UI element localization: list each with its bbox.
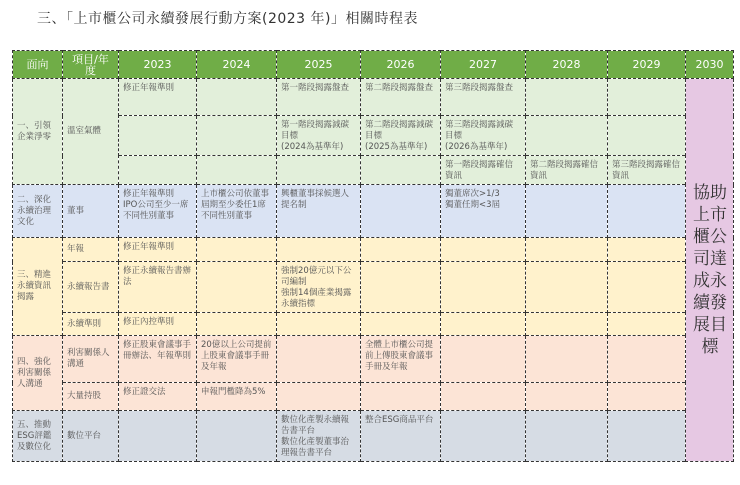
milestone-cell: 修正證交法 [119,383,197,411]
goal-2030-cell [686,79,734,462]
milestone-cell [197,116,277,156]
milestone-cell [526,238,608,262]
table-row [13,336,734,383]
column-header: 面向 [13,51,63,79]
item-cell: 利害關係人溝通 [63,336,119,383]
milestone-cell [526,313,608,336]
table-row [13,116,734,156]
milestone-cell: 第二階段揭露確信資訊 [526,156,608,185]
milestone-cell: 第一階段揭露確信資訊 [441,156,526,185]
year-header: 2026 [361,51,441,79]
timeline-table [12,50,734,462]
milestone-cell: 第三階段揭露減碳目標 (2026為基準年) [441,116,526,156]
milestone-cell [526,411,608,462]
milestone-cell [361,383,441,411]
table-row [13,383,734,411]
milestone-cell: 第一階段揭露減碳目標 (2024為基準年) [277,116,361,156]
milestone-cell: 強制20億元以下公司編制 強制14個產業揭露永續指標 [277,262,361,313]
header-row [13,51,734,79]
milestone-cell [197,313,277,336]
milestone-cell: 第二階段揭露盤查 [361,79,441,116]
milestone-cell [197,238,277,262]
milestone-cell [197,262,277,313]
milestone-cell [608,79,686,116]
item-cell: 年報 [63,238,119,262]
item-cell: 溫室氣體 [63,79,119,185]
table-row [13,411,734,462]
milestone-cell: 獨董席次>1/3 獨董任期<3屆 [441,185,526,238]
milestone-cell [441,313,526,336]
milestone-cell [277,336,361,383]
milestone-cell: 第三階段揭露盤查 [441,79,526,116]
category-cell: 二、深化永續治理文化 [13,185,63,238]
year-header: 2027 [441,51,526,79]
milestone-cell [277,313,361,336]
milestone-cell [608,411,686,462]
page-title: 三、「上市櫃公司永續發展行動方案(2023 年)」相關時程表 [37,11,419,27]
milestone-cell [119,411,197,462]
milestone-cell [526,383,608,411]
milestone-cell [608,238,686,262]
milestone-cell: 修正股東會議事手冊辦法、年報準則 [119,336,197,383]
milestone-cell [526,185,608,238]
milestone-cell [197,411,277,462]
year-header: 2023 [119,51,197,79]
milestone-cell [608,383,686,411]
table-row [13,262,734,313]
milestone-cell: 第二階段揭露減碳目標 (2025為基準年) [361,116,441,156]
table-row [13,79,734,116]
milestone-cell: 修正年報準則 [119,79,197,116]
milestone-cell [277,383,361,411]
milestone-cell [441,336,526,383]
milestone-cell [608,313,686,336]
milestone-cell [361,313,441,336]
milestone-cell [608,185,686,238]
table-row [13,313,734,336]
milestone-cell: 修正內控準則 [119,313,197,336]
milestone-cell [608,116,686,156]
milestone-cell: 第三階段揭露確信資訊 [608,156,686,185]
milestone-cell [361,238,441,262]
milestone-cell: 修正年報準則 [119,238,197,262]
item-cell: 永續準則 [63,313,119,336]
milestone-cell: 申報門檻降為5% [197,383,277,411]
milestone-cell [197,156,277,185]
milestone-cell: 數位化產製永續報告書平台 數位化產製董事治理報告書平台 [277,411,361,462]
milestone-cell [526,116,608,156]
milestone-cell [361,185,441,238]
milestone-cell [441,262,526,313]
milestone-cell: 第一階段揭露盤查 [277,79,361,116]
milestone-cell [119,116,197,156]
category-cell: 一、引領企業淨零 [13,79,63,185]
milestone-cell [361,156,441,185]
milestone-cell [526,336,608,383]
milestone-cell [197,79,277,116]
year-header: 2025 [277,51,361,79]
milestone-cell: 興櫃董事採候選人提名制 [277,185,361,238]
item-cell: 大量持股 [63,383,119,411]
milestone-cell [608,262,686,313]
year-header: 2024 [197,51,277,79]
table-row [13,185,734,238]
milestone-cell [277,156,361,185]
item-cell: 董事 [63,185,119,238]
milestone-cell [277,238,361,262]
table-row [13,238,734,262]
category-cell: 三、精進永續資訊揭露 [13,238,63,336]
item-cell: 永續報告書 [63,262,119,313]
table-row [13,156,734,185]
milestone-cell [526,262,608,313]
milestone-cell: 整合ESG商品平台 [361,411,441,462]
milestone-cell: 全體上市櫃公司提前上傳股東會議事手冊及年報 [361,336,441,383]
milestone-cell [526,79,608,116]
milestone-cell [441,238,526,262]
milestone-cell: 修正年報準則 IPO公司至少一席不同性別董事 [119,185,197,238]
year-header: 2029 [608,51,686,79]
year-header: 2028 [526,51,608,79]
category-cell: 五、推動ESG評鑑及數位化 [13,411,63,462]
milestone-cell [119,156,197,185]
goal-text: 協助上市櫃公司達成永續發展目標 [693,183,727,357]
milestone-cell [441,383,526,411]
item-cell: 數位平台 [63,411,119,462]
milestone-cell: 修正永續報告書辦法 [119,262,197,313]
year-header: 2030 [686,51,734,79]
milestone-cell [361,262,441,313]
milestone-cell [441,411,526,462]
milestone-cell [608,336,686,383]
column-header: 項目/年度 [63,51,119,79]
milestone-cell: 上市櫃公司依董事屆期至少委任1席不同性別董事 [197,185,277,238]
category-cell: 四、強化利害關係人溝通 [13,336,63,411]
milestone-cell: 20億以上公司提前上股東會議事手冊及年報 [197,336,277,383]
